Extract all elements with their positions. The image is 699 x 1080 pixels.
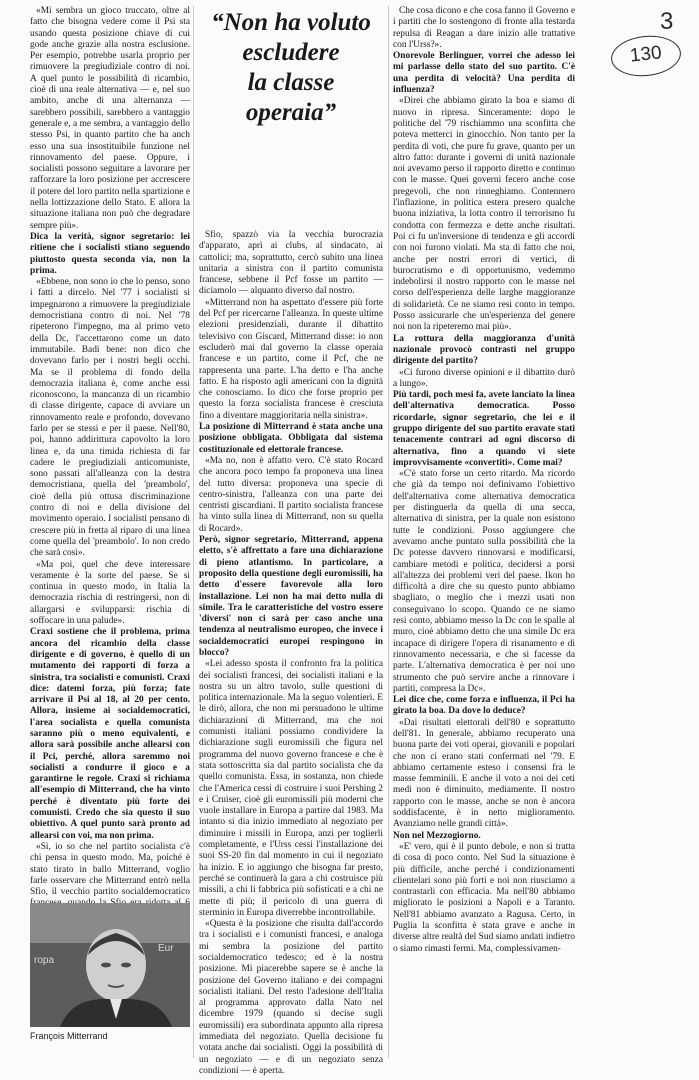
interview-question: La posizione di Mitterrand è stata anche una posizione obbligata. Obbligata dal sistema costituzionale ed elettorale francese.	[199, 422, 383, 455]
interview-question: Più tardi, poch mesi fa, avete lanciato la linea dell'alternativa democratica. Posso ricordarle, signor segretario, che lei e il gruppo dirigente del suo partito eravate stati tenacemente contrari ad ogni discorso di alternativa, fino a quando vi siete improvvisamente «convertiti». Come mai?	[393, 390, 575, 468]
interview-answer: «Ebbene, non sono io che lo penso, sono i fatti a dircelo. Nel '77 i socialisti si impegnarono a rimuovere la pregiudiziale democristiana contro di noi. Nel '78 ripeterono l'impegno, ma al primo veto della Dc, l'accettarono come un dato immutabile. Badi bene: non dico che dovevano farlo per i nostri begli occhi. Ma se il problema di fondo della democrazia italiana è, come anche essi riconoscono, la mancanza di un ricambio di classe dirigente, capace di avviare un rinnovamento reale e profondo, dovevano farlo per se stessi e per il paese. Nell'80, poi, hanno addirittura capovolto la loro linea e, da una timida richiesta di far cadere le pregiudiziali anticomuniste, sono passati all'alleanza con la destra democristiana, quella del 'preambolo', cioè della più ottusa discriminazione contro di noi e della divisione del movimento operaio. I socialisti pensano di crescere più in fretta al riparo di una linea come quella del 'preambolo'. Io non credo che sarà così».	[30, 277, 190, 559]
headline	[205, 8, 377, 128]
interview-answer: «Questa è la posizione che risulta dall'accordo tra i socialisti e i comunisti francesi, e analoga mi sembra la posizione del partito socialdemocratico tedesco; ed è la nostra posizione. Mi piacerebbe sapere se è anche la posizione del Governo italiano e dei compagni socialisti italiani. Del resto l'adesione dell'Italia al programma approvato dalla Nato nel dicembre 1979 (quando si decise sugli euromissili) era subordinata appunto alla ripresa immediata del negoziato. Quella decisione fu votata anche dai socialisti. Oggi la possibilità di un negoziato — e di un negoziato senza condizioni — è aperta.	[199, 919, 383, 1076]
column-rule	[193, 6, 194, 1058]
interview-answer: «Direi che abbiamo girato la boa e siamo di nuovo in ripresa. Sinceramente: dopo le politiche del '79 rischiammo una sconfitta che poteva metterci in ginocchio. Non tanto per la perdita di voti, che pure fu grave, quanto per un altro fatto: durante i governi di unità nazionale noi avevamo perso il rapporto diretto e continuo con le masse. Quei governi fecero anche cose pregevoli, che non rinneghiamo. Contennero l'inflazione, in politica estera presero qualche buona iniziativa, la lotta contro il terrorismo fu condotta con fermezza e dette anche risultati. Poi ci fu un'inversione di tendenza e gli accordi con noi furono violati. Ma sta di fatto che noi, anche per nostri errori di vertici, di burocratismo e di opportunismo, vedemmo indebolirsi il nostro rapporto con le masse nel corso dell'esperienza delle larghe maggioranze di solidarietà. Ce ne siamo resi conto in tempo. Posso assicurarle che un'esperienza del genere noi non la ripeteremo mai più».	[393, 96, 575, 333]
portrait-photo	[30, 903, 190, 1027]
interview-answer: «Ma poi, quel che deve interessare veramente è la sorte del paese. Se si continua in questo modo, in Italia la democrazia rischia di restringersi, non di allargarsi e svilupparsi: rischia di soffocare in una palude».	[30, 559, 190, 627]
archive-stamp: 130	[609, 32, 683, 79]
interview-question: Dica la verità, signor segretario: lei ritiene che i socialisti stiano seguendo piuttosto questa seconda via, non la prima.	[30, 231, 190, 276]
poster-text: ropa	[34, 955, 55, 966]
interview-answer: «Ci furono diverse opinioni e il dibattito durò a lungo».	[393, 367, 575, 389]
article-column-1	[30, 6, 190, 1058]
interview-answer: «Mitterrand non ha aspettato d'essere più forte del Pcf per ricercarne l'alleanza. In queste ultime elezioni presidenziali, durante il dibattito televisivo con Giscard, Mitterrand disse: io non escluderò mai dal governo la classe operaia francese e un partito, come il Pcf, che ne rappresenta una parte. L'ha detto e l'ha anche fatto. E ha risposto agli americani con la dignità che conosciamo. Io dico che forse proprio per questo la forza socialista francese è cresciuta fino a diventare maggioritaria nella sinistra».	[199, 297, 383, 421]
photo-caption: François Mitterrand	[30, 1031, 108, 1041]
interview-answer: Sfio, spazzò via la vecchia burocrazia d'apparato, aprì ai clubs, al sindacato, ai cattolici; ma, soprattutto, cercò subito una linea unitaria a sinistra con il partito comunista francese, sebbene il Pcf fosse un partito — diciamolo — alquanto diverso dal nostro.	[199, 230, 383, 297]
column-rule	[388, 6, 389, 1058]
interview-answer: «E' vero, qui è il punto debole, e non si tratta di cosa di poco conto. Nel Sud la situazione è più difficile, anche perché i condizionamenti clientelari sono più forti e noi non riusciamo a contrastarli con efficacia. Ma nell'80 abbiamo migliorato le posizioni a Napoli e a Taranto. Nell'81 abbiamo avanzato a Ragusa. Certo, in Puglia la sconfitta è stata grave e anche in diverse altre realtà del Sud siamo andati indietro o siamo rimasti fermi. Ma, complessivamen-	[393, 841, 575, 954]
headline-line: escludere	[242, 39, 340, 66]
interview-question: Non nel Mezzogiorno.	[393, 830, 481, 841]
headline-line: la classe operaia”	[245, 69, 337, 126]
interview-answer: Che cosa dicono e che cosa fanno il Governo e i partiti che lo sostengono di fronte alla testarda repulsa di Reagan a dare inizio alle trattative con l'Urss?».	[393, 6, 575, 50]
interview-question: Però, signor segretario, Mitterrand, appena eletto, s'è affrettato a fare una dichiarazione di pieno atlantismo. In particolare, a proposito della questione degli euromissili, ha detto d'essere favorevole alla loro installazione. Lei non ha mai detto nulla di simile. Tra le caratteristiche del vostro essere 'diversi' non ci sarà per caso anche una tendenza al neutralismo europeo, che invece i socialdemocratici europei respingono in blocco?	[199, 535, 383, 658]
article-column-3	[393, 6, 575, 1058]
interview-answer: «Lei adesso sposta il confronto fra la politica dei socialisti francesi, dei socialisti italiani e la nostra su un altro tavolo, sulle questioni di politica internazionale. Ma la seguo volentieri. E le dirò, allora, che non mi persuadono le ultime dichiarazioni di Mitterrand, ma che noi comunisti italiani possiamo condividere la dichiarazione sugli euromissili che figura nel programma del nuovo governo francese e che è stata sottoscritta sia dal partito socialista che da quello comunista. Essa, in sostanza, non chiede che l'America cessi di costruire i suoi Pershing 2 e i Cruiser, cioè gli euromissili più moderni che vuole installare in Europa a partire dal 1983. Ma intanto si dia inizio immediato al negoziato per diminuire i missili in Europa, anzi per toglierli completamente, e l'Urss cessi l'installazione dei suoi SS-20 fin dal momento in cui il negoziato ha inizio. E io aggiungo che bisogna far presto, perché se continuerà la gara a chi costruisce più missili, a chi li fabbrica più sofisticati e a chi ne mette di più; il pericolo di una guerra di sterminio in Europa diverrebbe incontrollabile.	[199, 659, 383, 918]
interview-question: Onorevole Berlinguer, vorrei che adesso lei mi parlasse dello stato del suo partito. C'è una perdita di velocità? Una perdita di influenza?	[393, 51, 575, 96]
interview-answer: «C'è stato forse un certo ritardo. Ma ricordo che già da tempo noi definivamo l'obiettivo dell'alternativa come alternativa democratica per distinguerla da quella di una secca, alternativa di sinistra, per la quale non esistono tutte le condizioni. Posso aggiungere che avevamo anche puntato sulla possibilità che la Dc potesse davvero rinnovarsi e modificarsi, cambiare metodi e politica, decidersi a porsi all'altezza dei problemi veri del paese. Ikon ho difficoltà a dire che su questo punto abbiamo sbagliato, o meglio che i mezzi usati non conseguivano lo scopo. Quando ce ne siamo resi conto, abbiamo messo la Dc con le spalle al muro, cioè abbiamo detto che una simile Dc era incapace di dirigere l'opera di risanamento e di rinnovamento necessaria, e che si facesse da parte. L'alternativa democratica è per noi uno strumento che può servire anche a rinnovare i partiti, compresa la Dc».	[393, 469, 575, 694]
interview-answer: «Sì, io so che nel partito socialista c'è chi pensa in questo modo. Ma, poiché è stato tirato in ballo Mitterrand, voglio farle osservare che Mitterrand entrò nella Sfio, il vecchio partito socialdemocratico	[30, 841, 190, 898]
poster-text: Eur	[158, 943, 174, 954]
article-column-2	[199, 230, 383, 1076]
interview-question: La rottura della maggioranza d'unità nazionale provocò contrasti nel gruppo dirigente del partito?	[393, 333, 575, 367]
interview-answer: «Dai risultati elettorali dell'80 e soprattutto dell'81. In generale, abbiamo recuperato una buona parte dei voti operai, giovanili e popolari che non ci erano stati confermati nel '79. E abbiamo certamente esteso i consensi fra le masse femminili. E anche il voto a noi dei ceti medi non è diminuito, mediamente. Il nostro rapporto con le masse, anche se non è ancora soddisfacente, è in netto miglioramento. Avanziamo nelle grandi città».	[393, 717, 575, 830]
headline-line: “Non ha voluto	[211, 9, 371, 36]
interview-answer: «Ma no, non è affatto vero. C'è stato Rocard che ancora poco tempo fa proponeva una linea del tutto diversa: proponeva una specie di centro-sinistra, l'alleanza con una parte dei centristi giscardiani. Il partito socialista francese ha vinto sulla linea di Mitterrand, non su quella di Rocard».	[199, 455, 383, 534]
interview-answer: «Mi sembra un gioco truccato, oltre al fatto che bisogna vedere come il Psi sta usando questa posizione chiave di cui gode anche grazie alla nostra esclusione. Per esempio, potrebbe usarla proprio per rimuovere la pregiudiziale contro di noi. A quel punto le possibilità di ricambio, cioè di una reale alternativa — e, nel suo ambito, anche di una alternanza — sarebbero possibili, sarebbero a vantaggio generale e, a me sembra, a vantaggio dello stesso Psi, in quanto partito che ha anch esso una sua insostituibile funzione nel rinnovamento del paese. Oppure, i socialisti possono seguitare a lavorare per rafforzare la loro posizione per accrescere il potere del loro partito nella spartizione e nella lottizzazione dello Stato. E allora la situazione italiana non può che degradare sempre più».	[30, 6, 190, 231]
interview-question: Lei dice che, come forza e influenza, il Pci ha girato la boa. Da dove lo deduce?	[393, 695, 575, 717]
interview-question: Craxi sostiene che il problema, prima ancora del ricambio della classe dirigente e di governo, è quello di un mutamento dei rapporti di forza a sinistra, tra socialisti e comunisti. Craxi dice: datemi forza, più forza; fate arrivare il Psi al 18, al 20 per cento. Allora, insieme ai socialdemocratici, l'area socialista e quella comunista saranno più o meno equivalenti, e allora sarà possibile anche allearsi con il Pci, perché, allora saremmo noi socialisti a condurre il gioco e a garantirne le regole. Craxi si richiama all'esempio di Mitterrand, che ha vinto perché è diventato più forte dei comunisti. Credo che sia questo il suo obiettivo. A quel punto sarà pronto ad allearsi con voi, ma non prima.	[30, 627, 190, 841]
handwritten-page-number: 3	[660, 8, 674, 35]
